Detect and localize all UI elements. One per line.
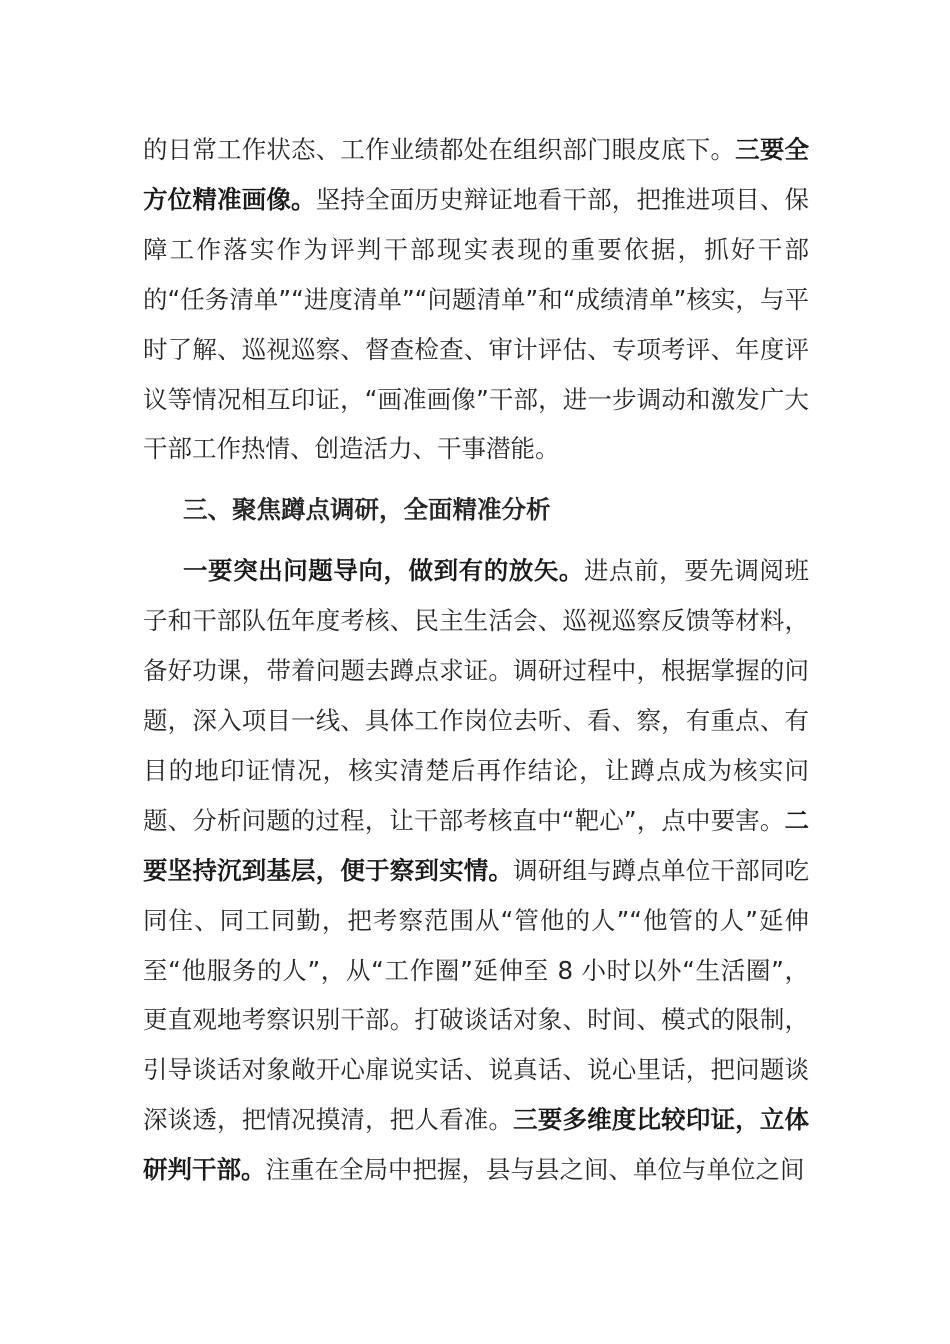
paragraph-text: 进点前，要先调阅班子和干部队伍年度考核、民主生活会、巡视巡察反馈等材料，备好功课，带着问题去蹲点求证。调研过程中，根据掌握的问题，深入项目一线、具体工作岗位去听、看、察，有重点、有目的地印证情况，核实清楚后再作结论，让蹲点成为核实问题、分析问题的过程，让干部考核直中“靶心”，点中要害。 <box>143 556 809 835</box>
bold-lead-sentence: 二要坚持沉到基层，便于察到实情。 <box>143 805 809 885</box>
paragraph-text: 调研组与蹲点单位干部同吃同住、同工同勤，把考察范围从“管他的人”“他管的人”延伸至“他服务的人”，从“工作圈”延伸至 8 小时以外“生活圈”，更直观地考察识别干部。打破谈话对象、时间、模式的限制，引导谈话对象敞开心扉说实话、说真话、说心里话，把问题谈深谈透，把情况摸清，把人看准。 <box>143 855 810 1135</box>
bold-lead-sentence: 一要突出问题导向，做到有的放矢。 <box>183 556 584 586</box>
bold-lead-sentence: 三要全方位精准画像。 <box>143 135 810 214</box>
paragraph-body <box>143 546 809 1195</box>
document-body <box>143 125 809 1195</box>
paragraph-text: 的日常工作状态、工作业绩都处在组织部门眼皮底下。 <box>143 135 736 164</box>
paragraph-text: 坚持全面历史辩证地看干部，把推进项目、保障工作落实作为评判干部现实表现的重要依据，抓好干部的“任务清单”“进度清单”“问题清单”和“成绩清单”核实，与平时了解、巡视巡察、督查检查、审计评估、专项考评、年度评议等情况相互印证，“画准画像”干部，进一步调动和激发广大干部工作热情、创造活力、干事潜能。 <box>143 184 810 464</box>
paragraph-text: 注重在全局中把握，县与县之间、单位与单位之间 <box>265 1155 805 1185</box>
bold-lead-sentence: 三要多维度比较印证，立体研判干部。 <box>143 1105 810 1185</box>
paragraph-continuation <box>143 125 809 474</box>
section-heading: 三、聚焦蹲点调研，全面精准分析 <box>183 495 551 525</box>
